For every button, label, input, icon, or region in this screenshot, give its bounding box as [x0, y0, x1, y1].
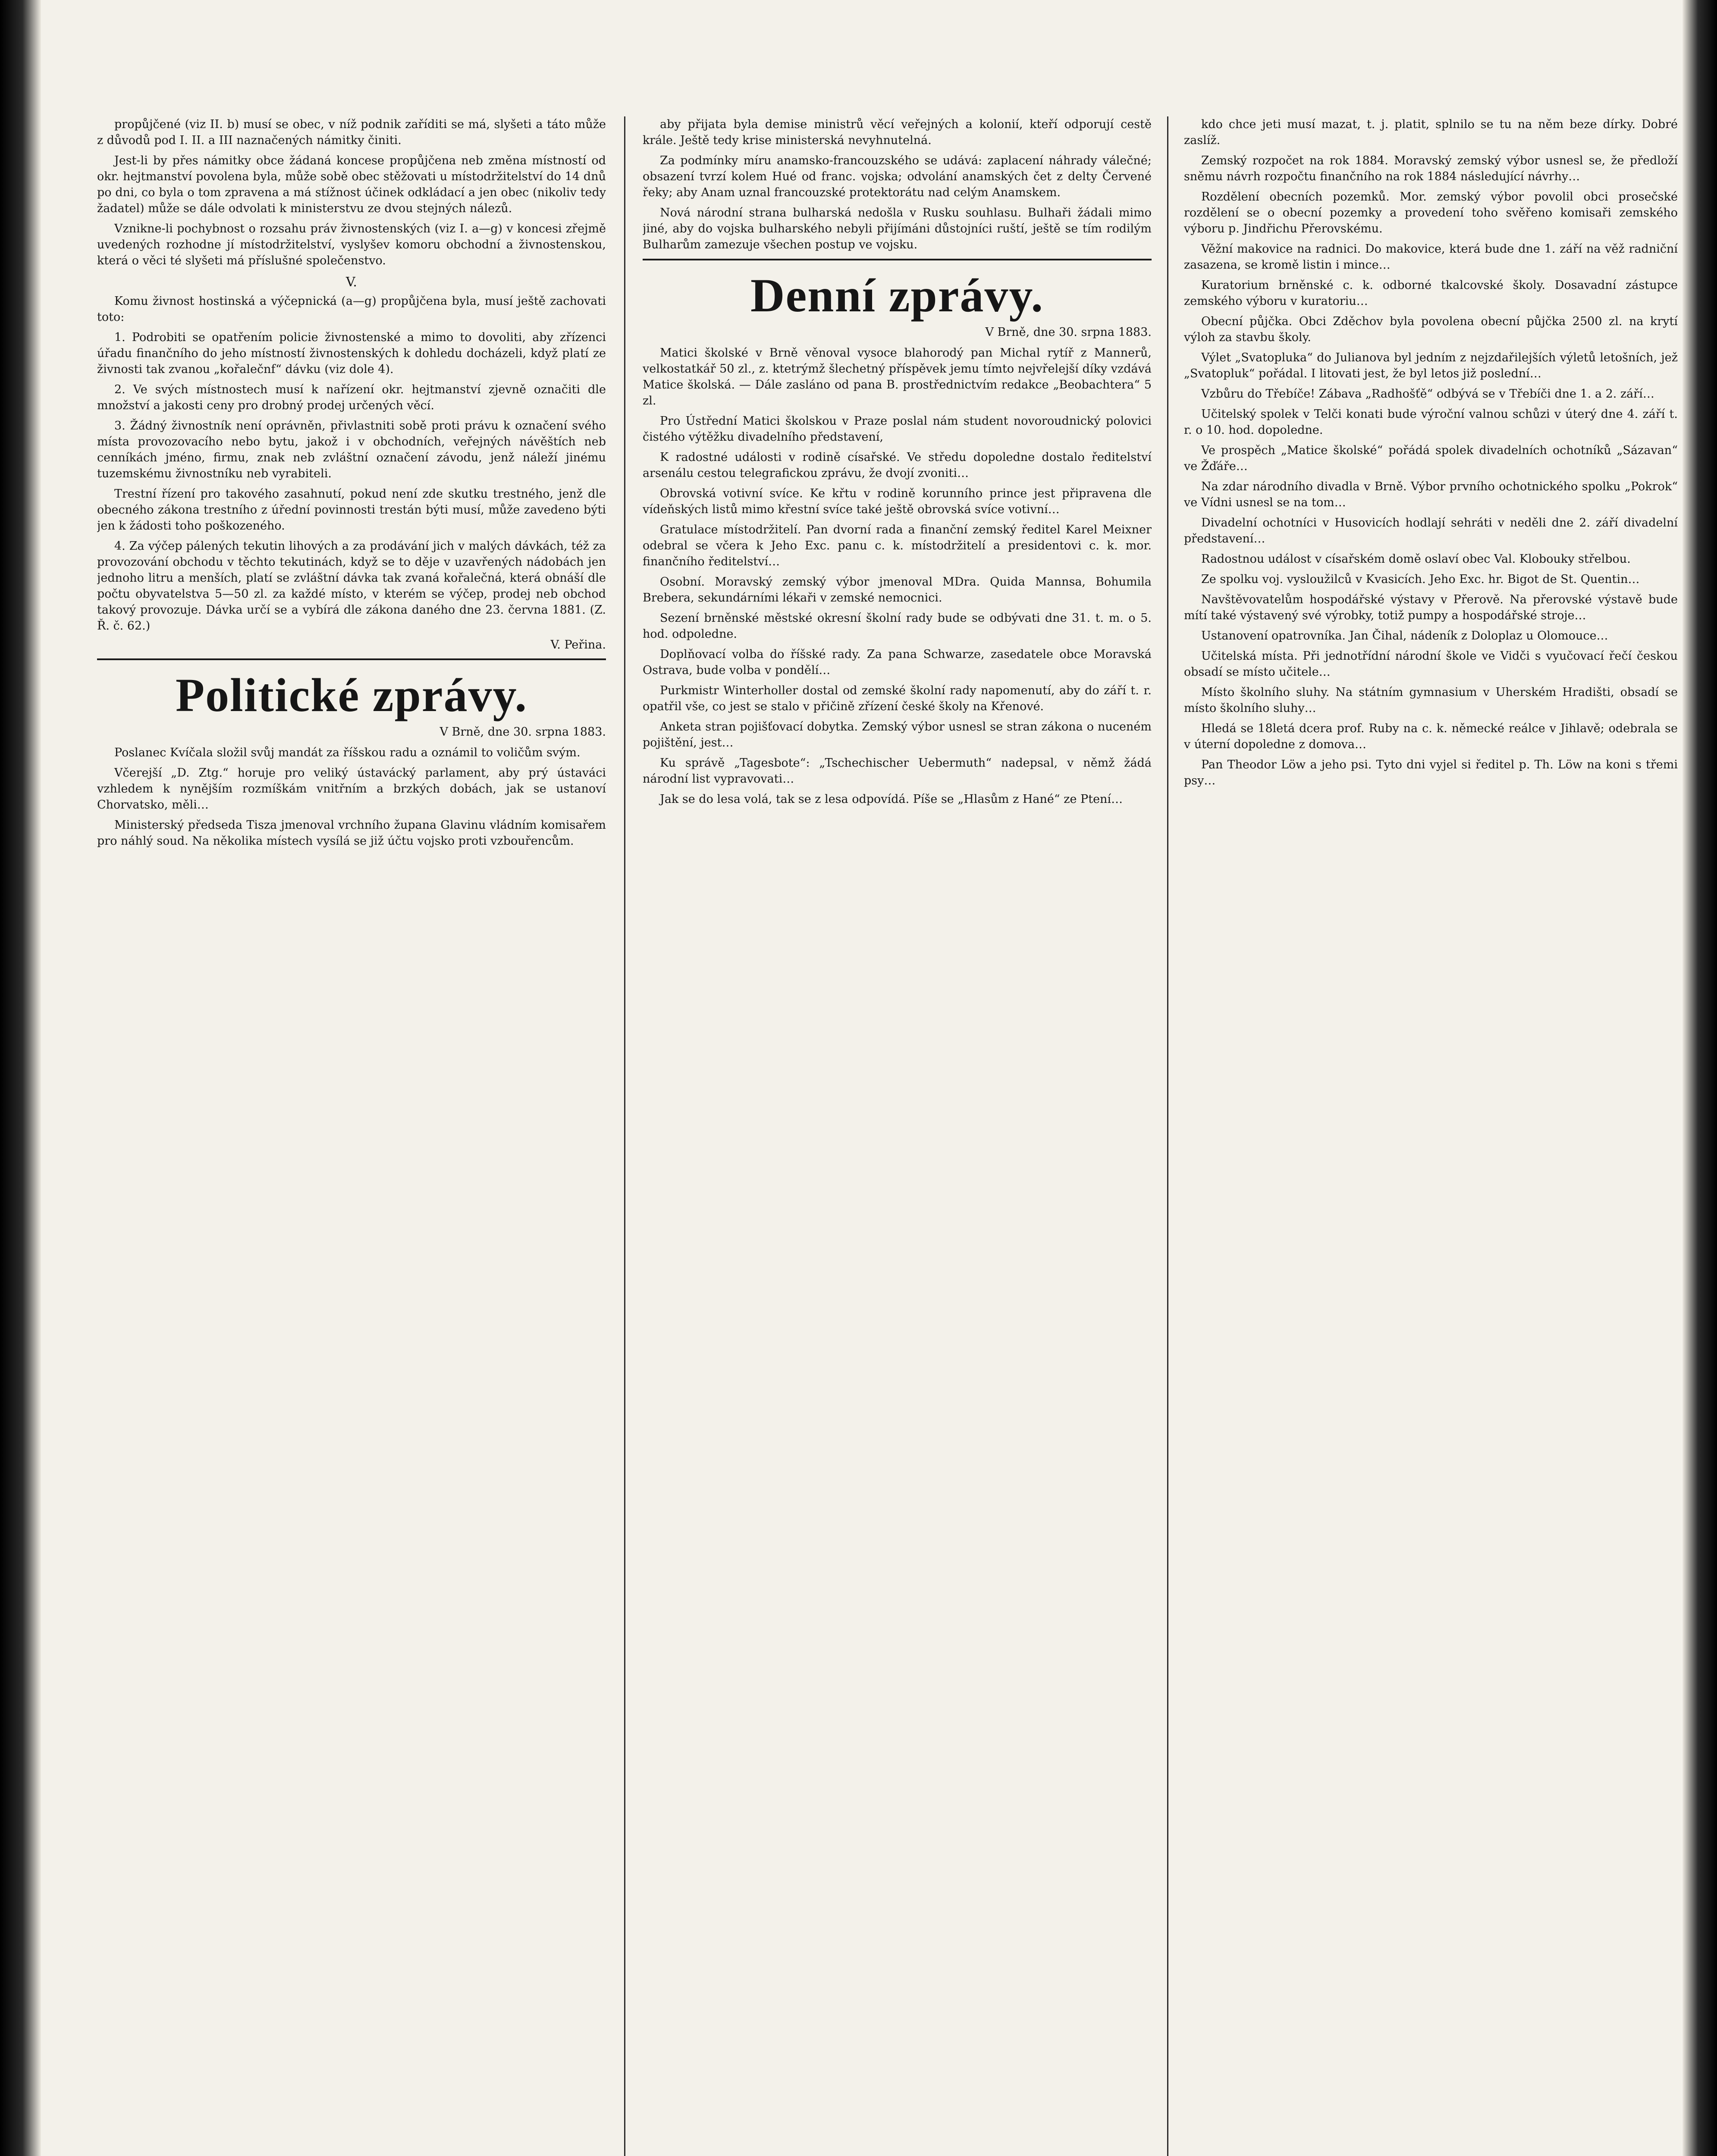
scan-edge-left [0, 0, 41, 2156]
paragraph: Kuratorium brněnské c. k. odborné tkalcovské školy. Dosavadní zástupce zemského výboru v kuratoriu… [1184, 279, 1678, 308]
column-2 [643, 116, 1152, 2156]
paragraph: Ze spolku voj. vysloužilců v Kvasicích. Jeho Exc. hr. Bigot de St. Quentin… [1201, 573, 1640, 586]
paragraph: Věžní makovice na radnici. Do makovice, která bude dne 1. září na věž radniční zasazena, se kromě listin i mince… [1184, 242, 1678, 272]
paragraph: Divadelní ochotníci v Husovicích hodlají sehráti v neděli dne 2. září divadelní představení… [1184, 516, 1678, 545]
paragraph: Učitelská místa. Při jednotřídní národní škole ve Vidči s vyučovací řečí českou obsadí se místo učitele… [1184, 649, 1678, 679]
paragraph: Výlet „Svatopluka“ do Julianova byl jedním z nejzdařilejších výletů letošních, jež „Svatopluk“ pořádal. I litovati jest, že byl letos již poslední… [1184, 351, 1678, 380]
section-rule [643, 259, 1152, 260]
paragraph: Ustanovení opatrovníka. Jan Čihal, nádeník z Doloplaz u Olomouce… [1201, 629, 1608, 642]
paragraph: Včerejší „D. Ztg.“ horuje pro veliký ústavácký parlament, aby prý ústaváci vzhledem k nynějším rozmíškám vnitřním a brzkých dobách, jak se ustanoví Chorvatsko, měli… [97, 766, 606, 812]
author-signature: V. Peřina. [550, 638, 606, 652]
paragraph: Ku správě „Tagesbote“: „Tschechischer Uebermuth“ nadepsal, v němž žádá národní list vypravovati… [643, 756, 1152, 786]
column-1 [97, 116, 606, 2156]
paragraph: Místo školního sluhy. Na státním gymnasium v Uherském Hradišti, obsadí se místo školního sluhy… [1184, 686, 1678, 715]
paragraph: Poslanec Kvíčala složil svůj mandát za říšskou radu a oznámil to voličům svým. [114, 746, 581, 759]
section-rule [97, 658, 606, 660]
paragraph: Na zdar národního divadla v Brně. Výbor prvního ochotnického spolku „Pokrok“ ve Vídni usnesl se na tom… [1184, 480, 1678, 509]
column-divider [1167, 116, 1168, 2156]
paragraph: kdo chce jeti musí mazat, t. j. platit, splnilo se tu na něm beze dírky. Dobré zaslíž. [1184, 118, 1678, 147]
paragraph: Jest-li by přes námitky obce žádaná koncese propůjčena neb změna místností od okr. hejtmanství povolena byla, může sobě obec stěžovati u místodržitelství do 14 dnů po dni, co byla o tom zpravena a má stížnost účinek odkládací a jen obec (nikoliv tedy žadatel) může se dále odvolati k ministerstvu ze dvou stejných nálezů. [97, 154, 606, 215]
dateline: V Brně, dne 30. srpna 1883. [985, 326, 1152, 339]
paragraph: Vzbůru do Třebíče! Zábava „Radhošťě“ odbývá se v Třebíči dne 1. a 2. září… [1201, 387, 1654, 401]
paragraph: Trestní řízení pro takového zasahnutí, pokud není zde skutku trestného, jenž dle obecného zákona trestního z úřední povinnosti trestán býti musí, může zavedeno býti jen k žádosti toho poškozeného. [97, 487, 606, 533]
section-number: V. [346, 275, 357, 290]
paragraph: Doplňovací volba do říšské rady. Za pana Schwarze, zasedatele obce Moravská Ostrava, bude volba v pondělí… [643, 648, 1152, 677]
column-divider [624, 116, 625, 2156]
paragraph: Anketa stran pojišťovací dobytka. Zemský výbor usnesl se stran zákona o nuceném pojištění, jest… [643, 720, 1152, 749]
paragraph: aby přijata byla demise ministrů věcí veřejných a kolonií, kteří odporují cestě krále. Ještě tedy krise ministerská nevyhnutelná. [643, 118, 1152, 147]
paragraph: Osobní. Moravský zemský výbor jmenoval MDra. Quida Mannsa, Bohumila Brebera, sekundárními lékaři v zemské nemocnici. [643, 575, 1152, 605]
paragraph: Zemský rozpočet na rok 1884. Moravský zemský výbor usnesl se, že předloží sněmu návrh rozpočtu finančního na rok 1884 následující návrhy… [1184, 154, 1678, 183]
paragraph: Obecní půjčka. Obci Zděchov byla povolena obecní půjčka 2500 zl. na krytí výloh za stavbu školy. [1184, 315, 1678, 344]
paragraph: Ve prospěch „Matice školské“ pořádá spolek divadelních ochotníků „Sázavan“ ve Žďáře… [1184, 444, 1678, 473]
paragraph: Matici školské v Brně věnoval vysoce blahorodý pan Michal rytíř z Mannerů, velkostatkář 50 zl., z. ktetrýmž šlechetný příspěvek jemu tímto nejvřelejší díky vzdává Matice školská. — Dále zasláno od pana B. prostřednictvím redakce „Beobachtera“ 5 zl. [643, 346, 1152, 407]
section-title-political: Politické zprávy. [175, 669, 528, 721]
paragraph: Ministerský předseda Tisza jmenoval vrchního župana Glavinu vládním komisařem pro náhlý soud. Na několika místech vysílá se již účtu vojsko proti vzbouřencům. [97, 818, 606, 848]
dateline: V Brně, dne 30. srpna 1883. [439, 725, 606, 739]
paragraph: Učitelský spolek v Telči konati bude výroční valnou schůzi v úterý dne 4. září t. r. o 10. hod. dopoledne. [1184, 407, 1678, 437]
paragraph: Rozdělení obecních pozemků. Mor. zemský výbor povolil obci prosečské rozdělení se o obecní pozemky a provedení toho svěřeno komisaři zemského výboru p. Jindřichu Přerovskému. [1184, 190, 1678, 235]
paragraph: Hledá se 18letá dcera prof. Ruby na c. k. německé reálce v Jihlavě; odebrala se v úterní dopoledne z domova… [1184, 722, 1678, 751]
paragraph: Radostnou událost v císařském domě oslaví obec Val. Klobouky střelbou. [1201, 552, 1631, 566]
paragraph: Vznikne-li pochybnost o rozsahu práv živnostenských (viz I. a—g) v koncesi zřejmě uvedených rozhodne jí místodržitelství, vyslyšev komoru obchodní a živnostenskou, která o věci té slyšeti má příslušné společenstvo. [97, 222, 606, 267]
scan-edge-right [1682, 0, 1717, 2156]
paragraph: Obrovská votivní svíce. Ke křtu v rodině korunního prince jest připravena dle vídeňských listů mimo křestní svíce také ještě obrovská svíce votivní… [643, 487, 1152, 516]
paragraph: 2. Ve svých místnostech musí k nařízení okr. hejtmanství zjevně označiti dle množství a jakosti ceny pro drobný prodej určených věcí. [97, 383, 606, 412]
paragraph: Komu živnost hostinská a výčepnická (a—g) propůjčena byla, musí ještě zachovati toto: [97, 295, 606, 324]
paragraph: Pro Ústřední Matici školskou v Praze poslal nám student novoroudnický polovici čistého výtěžku divadelního představení, [643, 414, 1152, 444]
paragraph: 1. Podrobiti se opatřením policie živnostenské a mimo to dovoliti, aby zřízenci úřadu finančního do jeho místností živnostenských k dohledu docházeli, když platí ze živnosti tak zvanou „kořalečnf“ dávku (viz dole 4). [97, 331, 606, 376]
paragraph: Sezení brněnské městské okresní školní rady bude se odbývati dne 31. t. m. o 5. hod. odpoledne. [643, 611, 1152, 641]
paragraph: Gratulace místodržitelí. Pan dvorní rada a finanční zemský ředitel Karel Meixner odebral se včera k Jeho Exc. panu c. k. místodržitelí a presidentovi c. k. mor. finančního ředitelství… [643, 523, 1152, 568]
paragraph: Navštěvovatelům hospodářské výstavy v Přerově. Na přerovské výstavě bude mítí také výstavený své výrobky, totiž pumpy a hospodářské stroje… [1184, 593, 1678, 622]
column-3 [1184, 116, 1678, 2156]
paragraph: propůjčené (viz II. b) musí se obec, v níž podnik zaříditi se má, slyšeti a táto může z důvodů pod I. II. a III naznačených námitky činiti. [97, 118, 606, 147]
section-title-daily: Denní zprávy. [750, 269, 1044, 322]
paragraph: 4. Za výčep pálených tekutin lihových a za prodávání jich v malých dávkách, též za provozování obchodu v těchto tekutinách, když se to děje v uzavřených nádobách jen jednoho litru a menších, platí se zvláštní dávka tak zvaná kořalečná, která obnáší dle počtu obyvatelstva 5—50 zl. za každé místo, v kterém se výčep, prodej neb obchod takový provozuje. Dávka určí se a vybírá dle zákona daného dne 23. června 1881. (Z. Ř. č. 62.) [97, 539, 606, 633]
paragraph: Za podmínky míru anamsko-francouzského se udává: zaplacení náhrady válečné; obsazení tvrzí kolem Hué od franc. vojska; odvolání anamských čet z delty Červené řeky; aby Anam uznal francouzské protektorátu nad celým Anamskem. [643, 154, 1152, 199]
paragraph: 3. Žádný živnostník není oprávněn, přivlastniti sobě proti právu k označení svého místa provozovacího nebo bytu, jakož i v obchodních, veřejných návěštích neb cenníkách jméno, firmu, znak neb zvláštní označení závodu, jenž náleží jinému tuzemskému živnostníku neb vyrabiteli. [97, 419, 606, 480]
paragraph: Jak se do lesa volá, tak se z lesa odpovídá. Píše se „Hlasům z Hané“ ze Ptení… [660, 793, 1123, 806]
paragraph: Purkmistr Winterholler dostal od zemské školní rady napomenutí, aby do září t. r. opatřil vše, co jest se stalo v přičině zřízení české školy na Křenové. [643, 684, 1152, 713]
paragraph: Pan Theodor Löw a jeho psi. Tyto dni vyjel si ředitel p. Th. Löw na koni s třemi psy… [1184, 758, 1678, 787]
paragraph: K radostné události v rodině císařské. Ve středu dopoledne dostalo ředitelství arsenálu cestou telegrafickou zprávu, že dvojí zvoniti… [643, 451, 1152, 480]
paragraph: Nová národní strana bulharská nedošla v Rusku souhlasu. Bulhaři žádali mimo jiné, aby do vojska bulharského nebyli přijímáni důstojníci ruští, ještě se tím rodilým Bulharům zamezuje všechen postup ve vojsku. [643, 206, 1152, 251]
